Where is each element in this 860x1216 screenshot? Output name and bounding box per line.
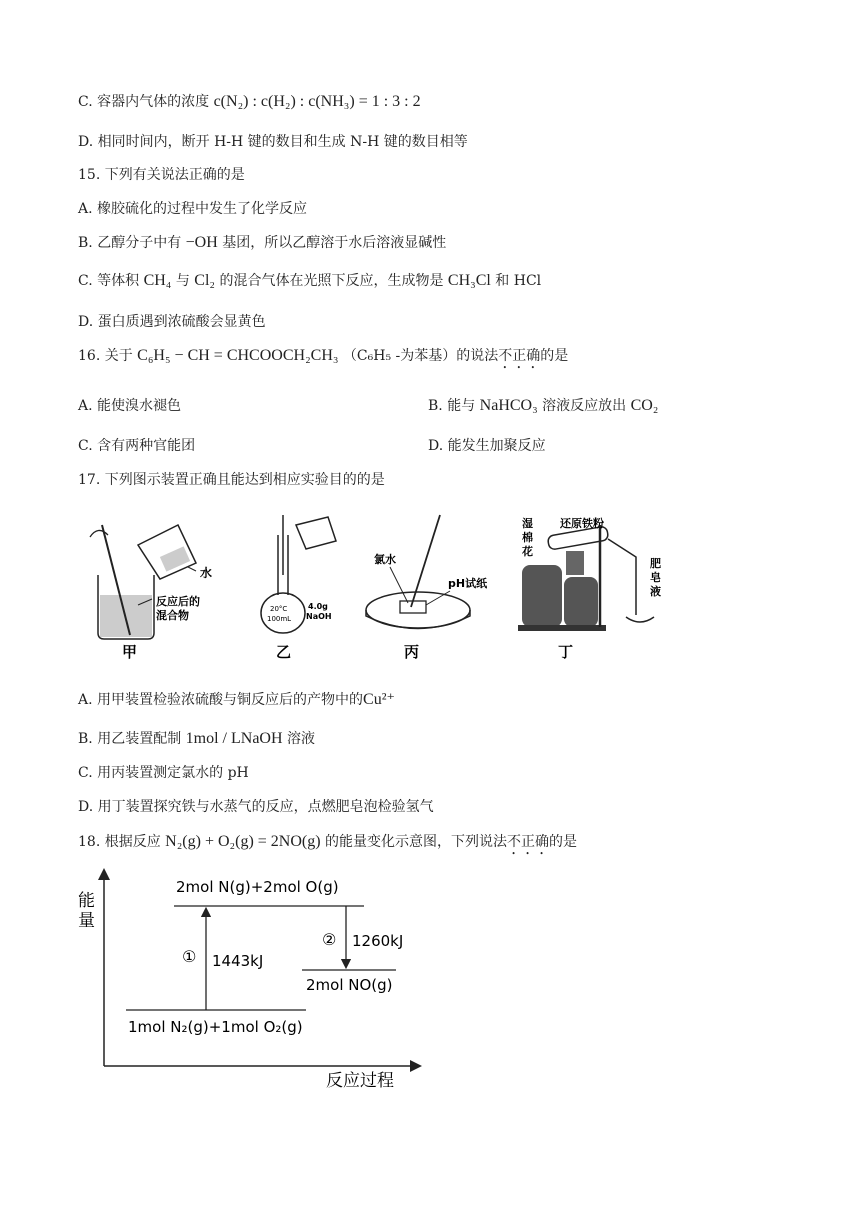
q18-pre: 18. 根据反应 (78, 834, 161, 850)
q16-note: （C₆H₅ -为苯基）的说法 (342, 348, 499, 364)
q17-apparatus-figure (78, 505, 678, 670)
step-2-energy: 1260kJ (352, 932, 404, 950)
q15-c-mid2: 的混合气体在光照下反应，生成物是 (219, 273, 444, 289)
q15-b-post: 基团，所以乙醇溶于水后溶液显碱性 (222, 235, 447, 251)
q16-end: 的是 (540, 348, 569, 364)
q16-num: 16. 关于 (78, 348, 133, 364)
apparatus-jia (90, 525, 212, 661)
apparatus-yi (261, 515, 336, 661)
label-mix-2: 混合物 (156, 609, 189, 622)
q15-option-c (78, 271, 541, 291)
q16-option-c: C. 含有两种官能团 (78, 438, 196, 454)
q15-stem: 15. 下列有关说法正确的是 (78, 167, 245, 183)
q17-option-d: D. 用丁装置探究铁与水蒸气的反应，点燃肥皂泡检验氢气 (78, 799, 434, 815)
label-water: 水 (200, 566, 213, 580)
step-1-marker: ① (182, 947, 197, 966)
label-iron-powder: 还原铁粉 (560, 517, 604, 530)
y-axis-label-2: 量 (78, 911, 95, 931)
q17-b-formula: 1mol / LNaOH (185, 730, 283, 747)
q18-emphasis: 不正确 (507, 834, 550, 850)
q16-option-b (428, 396, 658, 416)
q15-c-cl2: Cl₂ (194, 272, 215, 289)
q14-c-text: C. 容器内气体的浓度 (78, 94, 210, 110)
label-wet-2: 棉 (522, 531, 533, 544)
label-wet-3: 花 (522, 545, 533, 558)
apparatus-bing (366, 515, 488, 661)
q18-stem (78, 832, 577, 858)
label-naoh: NaOH (306, 612, 332, 621)
y-axis-label-1: 能 (78, 891, 95, 911)
q15-option-a: A. 橡胶硫化的过程中发生了化学反应 (78, 201, 308, 217)
label-wet-1: 湿 (522, 517, 533, 530)
q18-mid: 的能量变化示意图，下列说法 (325, 834, 508, 850)
label-mix-1: 反应后的 (156, 595, 200, 608)
apparatus-ding (518, 516, 661, 661)
x-axis-label: 反应过程 (326, 1071, 394, 1091)
label-volume: 100mL (267, 615, 292, 623)
q17-a-pre: A. 用甲装置检验浓硫酸与铜反应后的产物中的 (78, 692, 364, 708)
q18-equation: N₂(g) + O₂(g) = 2NO(g) (165, 833, 321, 850)
q18-end: 的是 (549, 834, 578, 850)
q17-option-c: C. 用丙装置测定氯水的 pH (78, 765, 249, 781)
q17-a-ion: Cu²⁺ (363, 691, 395, 708)
q17-b-pre: B. 用乙装置配制 (78, 731, 182, 747)
step-2-marker: ② (322, 930, 337, 949)
label-soap-3: 液 (650, 585, 661, 598)
label-soap-1: 肥 (650, 557, 661, 570)
step-1-energy: 1443kJ (212, 952, 264, 970)
q16-b-nahco3: NaHCO₃ (479, 397, 538, 414)
label-jia: 甲 (122, 643, 138, 661)
label-temp: 20°C (270, 605, 288, 613)
label-soap-2: 皂 (650, 571, 661, 584)
q16-b-mid: 溶液反应放出 (542, 398, 627, 414)
q15-b-pre: B. 乙醇分子中有 (78, 235, 182, 251)
q15-c-pre: C. 等体积 (78, 273, 140, 289)
label-ding: 丁 (558, 643, 574, 661)
q18-energy-diagram (70, 860, 430, 1095)
q16-option-a: A. 能使溴水褪色 (78, 398, 182, 414)
q14-option-d: D. 相同时间内，断开 H-H 键的数目和生成 N-H 键的数目相等 (78, 134, 468, 150)
q16-b-co2: CO₂ (630, 397, 659, 414)
label-ph-paper: pH试纸 (448, 577, 488, 590)
q17-option-a (78, 690, 395, 710)
label-bing: 丙 (404, 643, 420, 661)
q17-option-b (78, 729, 315, 749)
q17-stem: 17. 下列图示装置正确且能达到相应实验目的的是 (78, 472, 385, 488)
q16-b-pre: B. 能与 (428, 398, 476, 414)
q15-b-formula: −OH (185, 234, 218, 251)
q16-option-d: D. 能发生加聚反应 (428, 438, 546, 454)
q15-c-ch4: CH₄ (143, 272, 172, 289)
q15-c-post: 和 HCl (495, 273, 542, 289)
label-yi: 乙 (276, 643, 292, 661)
level-bottom-label: 1mol N₂(g)+1mol O₂(g) (128, 1018, 303, 1036)
q16-emphasis: 不正确 (498, 348, 541, 364)
q16-stem (78, 346, 568, 372)
q15-option-d: D. 蛋白质遇到浓硫酸会显黄色 (78, 314, 266, 330)
level-top-label: 2mol N(g)+2mol O(g) (176, 878, 339, 896)
q14-option-c (78, 92, 421, 112)
q15-c-ch3cl: CH₃Cl (447, 272, 491, 289)
q15-option-b (78, 233, 446, 253)
q16-formula: C₆H₅ − CH = CHCOOCH₂CH₃ (137, 347, 339, 364)
label-chlorine-water: 氯水 (374, 553, 396, 566)
q15-c-mid1: 与 (175, 273, 190, 289)
level-mid-label: 2mol NO(g) (306, 976, 393, 994)
q17-b-post: 溶液 (286, 731, 315, 747)
label-mass: 4.0g (308, 602, 328, 611)
q14-c-formula: c(N₂) : c(H₂) : c(NH₃) = 1 : 3 : 2 (213, 93, 421, 110)
